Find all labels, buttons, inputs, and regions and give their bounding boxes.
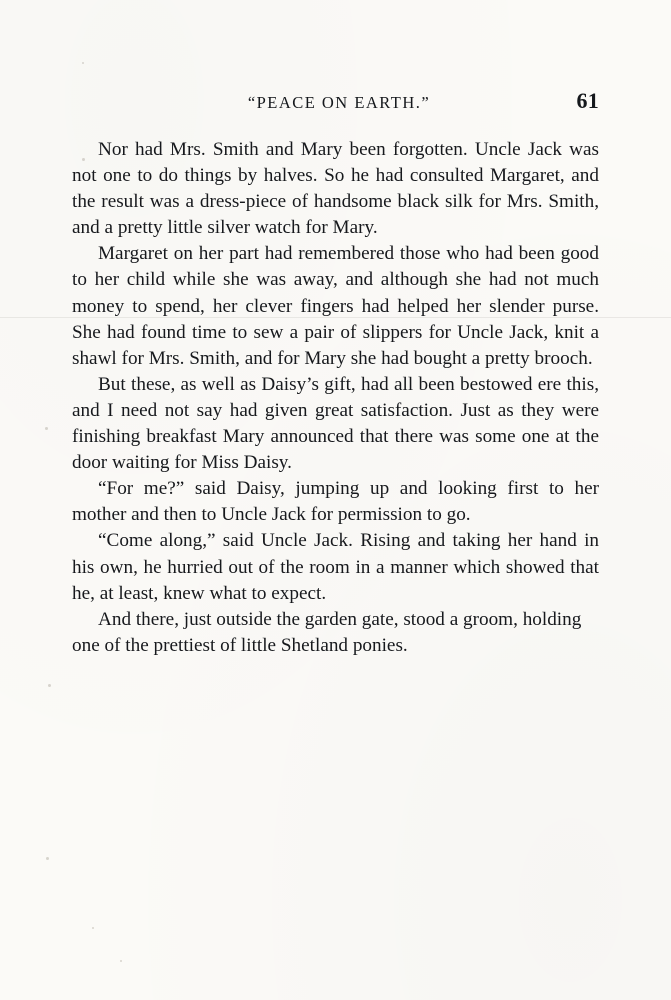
paragraph: Margaret on her part had remembered those who had been good to her child while she was away, and although she had not much money to spend, her clever fingers had helped her slender purse. She had found time to sew a pair of slippers for Uncle Jack, knit a shawl for Mrs. Smith, and for Mary she had bought a pretty brooch. xyxy=(72,243,599,369)
paragraph: Nor had Mrs. Smith and Mary been forgotten. Uncle Jack was not one to do things by halves. So he had consulted Margaret, and the result was a dress-piece of handsome black silk for Mrs. Smith, and a pretty little silver watch for Mary. xyxy=(72,139,599,239)
print-speck xyxy=(45,427,48,430)
print-speck xyxy=(46,857,49,860)
print-speck xyxy=(92,927,94,929)
page-number: 61 xyxy=(576,88,599,113)
print-speck xyxy=(48,684,51,687)
paragraph: And there, just outside the garden gate, stood a groom, holding one of the prettiest of little Shetland ponies. xyxy=(72,608,582,656)
page-header xyxy=(75,88,599,114)
page-body xyxy=(72,137,599,659)
print-speck xyxy=(120,960,122,962)
paragraph: “For me?” said Daisy, jumping up and looking first to her mother and then to Uncle Jack for permission to go. xyxy=(72,478,599,526)
running-head: “PEACE ON EARTH.” xyxy=(247,93,431,112)
paragraph: “Come along,” said Uncle Jack. Rising and taking her hand in his own, he hurried out of the room in a manner which showed that he, at least, knew what to expect. xyxy=(72,530,599,604)
print-speck xyxy=(82,62,84,64)
paragraph: But these, as well as Daisy’s gift, had all been bestowed ere this, and I need not say had given great satisfaction. Just as they were finishing breakfast Mary announced that there was some one at the door waiting for Miss Daisy. xyxy=(72,373,599,474)
